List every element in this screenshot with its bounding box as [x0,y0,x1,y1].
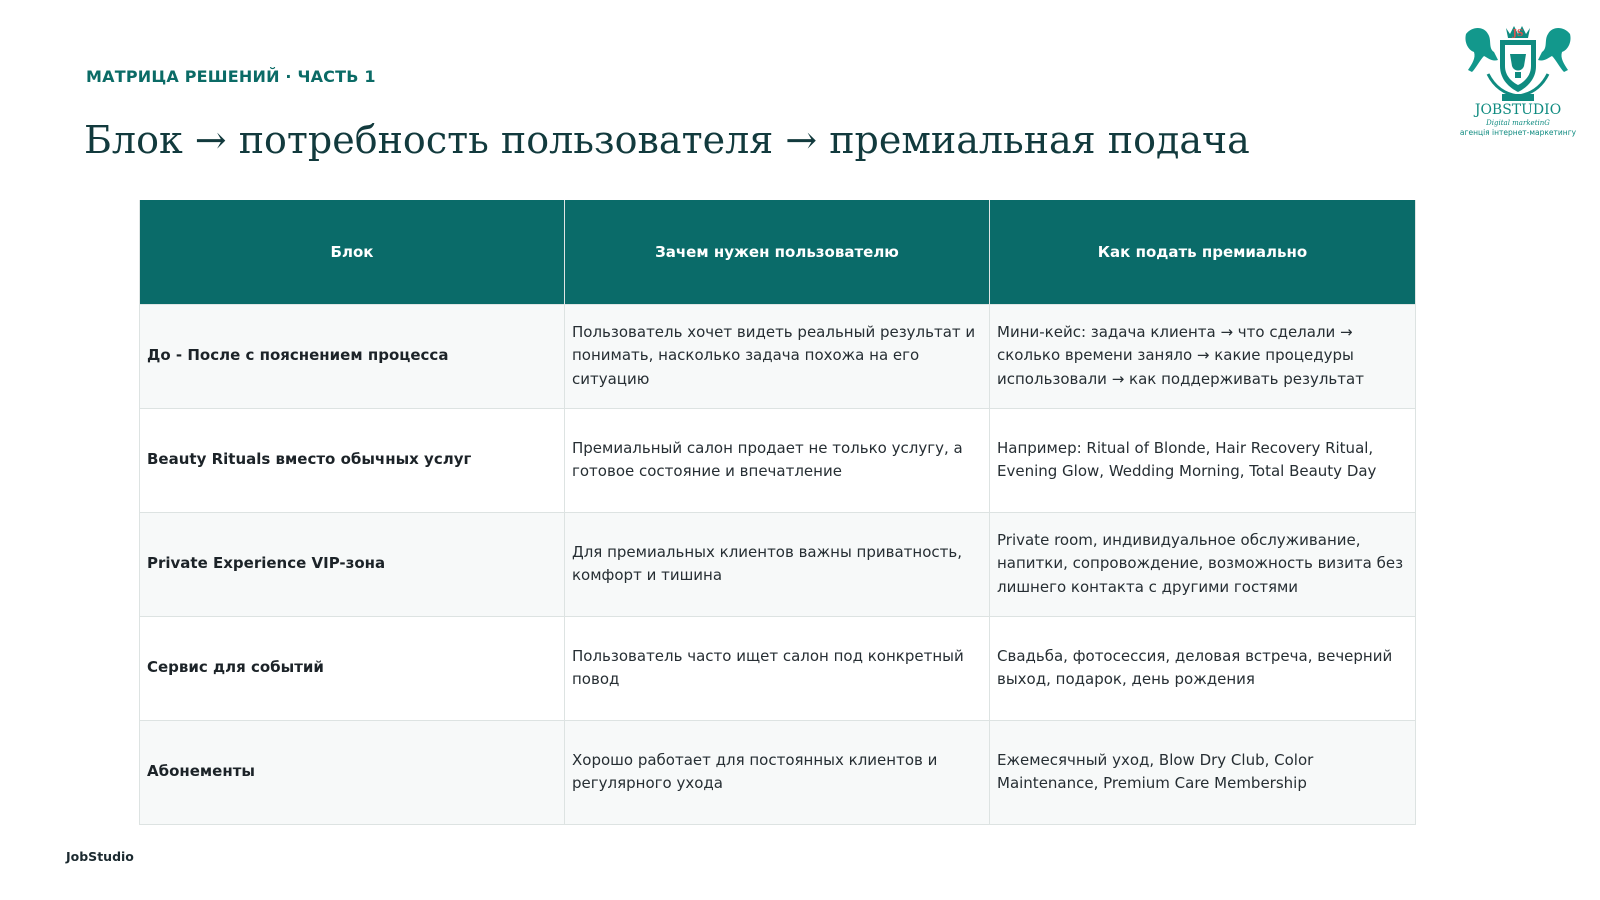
cell-how: Private room, индивидуальное обслуживание, напитки, сопровождение, возможность визита без лишнего контакта с другими гостями [990,512,1416,616]
cell-how: Например: Ritual of Blonde, Hair Recovery Ritual, Evening Glow, Wedding Morning, Total Beauty Day [990,408,1416,512]
cell-block: Сервис для событий [140,616,565,720]
cell-block: Private Experience VIP-зона [140,512,565,616]
table-header-row [140,200,1416,304]
cell-how: Свадьба, фотосессия, деловая встреча, вечерний выход, подарок, день рождения [990,616,1416,720]
table-row [140,720,1416,824]
column-header-why: Зачем нужен пользователю [565,200,990,304]
logo-brand: JOBSTUDIO [1474,102,1562,118]
cell-how: Ежемесячный уход, Blow Dry Club, Color Maintenance, Premium Care Membership [990,720,1416,824]
table-row [140,616,1416,720]
footer-brand: JobStudio [66,849,134,864]
logo-subtitle: агенція інтернет-маркетингу [1459,128,1577,137]
decision-matrix-table [139,200,1416,825]
cell-why: Для премиальных клиентов важны приватность, комфорт и тишина [565,512,990,616]
crest-icon [1458,20,1578,104]
column-header-block: Блок [140,200,565,304]
cell-why: Хорошо работает для постоянных клиентов и регулярного ухода [565,720,990,824]
cell-block: До - После с пояснением процесса [140,304,565,408]
table-row [140,408,1416,512]
cell-block: Beauty Rituals вместо обычных услуг [140,408,565,512]
logo-monogram: JS [1512,29,1524,39]
cell-why: Пользователь хочет видеть реальный результат и понимать, насколько задача похожа на его ситуацию [565,304,990,408]
cell-why: Пользователь часто ищет салон под конкретный повод [565,616,990,720]
logo-tagline: Digital marketinG [1486,119,1550,127]
cell-block: Абонементы [140,720,565,824]
table-row [140,512,1416,616]
cell-why: Премиальный салон продает не только услугу, а готовое состояние и впечатление [565,408,990,512]
page-title: Блок → потребность пользователя → премиальная подача [84,118,1250,162]
table-row [140,304,1416,408]
jobstudio-logo [1458,20,1578,140]
column-header-how: Как подать премиально [990,200,1416,304]
cell-how: Мини-кейс: задача клиента → что сделали → сколько времени заняло → какие процедуры использовали → как поддерживать результат [990,304,1416,408]
section-eyebrow: МАТРИЦА РЕШЕНИЙ · ЧАСТЬ 1 [86,67,376,86]
